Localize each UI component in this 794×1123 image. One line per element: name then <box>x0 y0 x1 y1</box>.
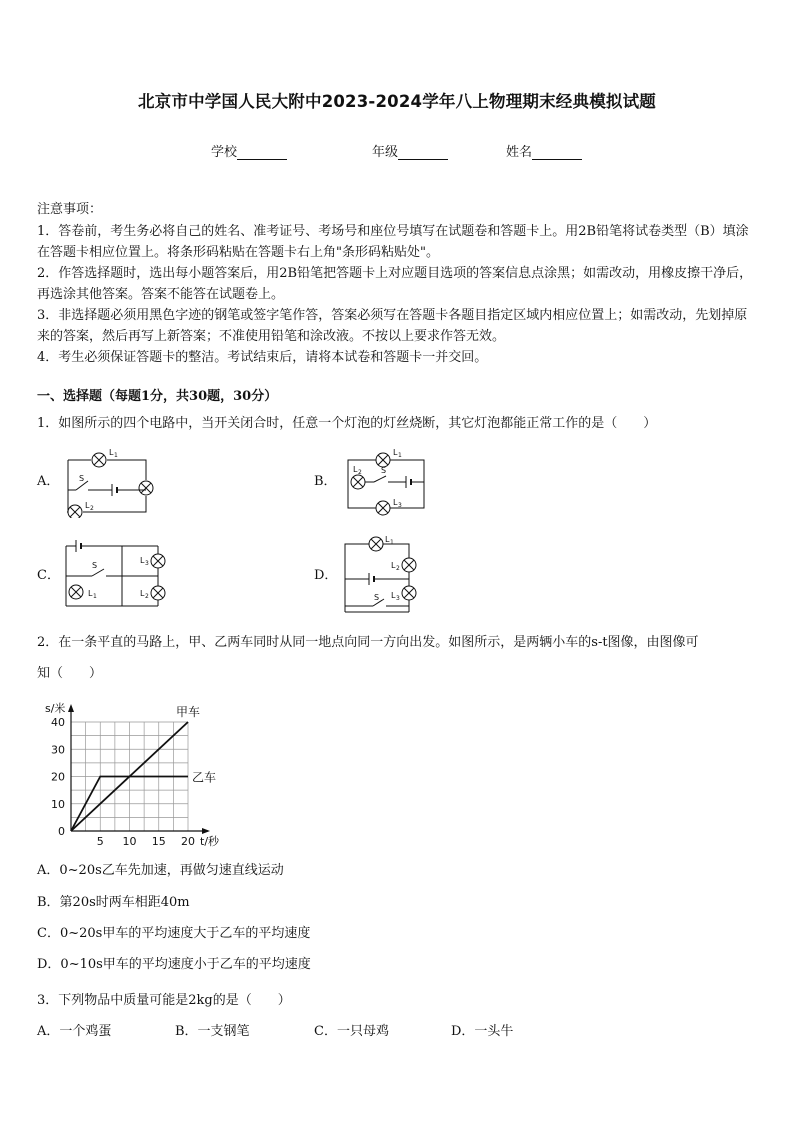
q1-label-c: C． <box>37 568 60 583</box>
name-label: 姓名 <box>506 145 533 160</box>
q1-label-b: B． <box>314 474 337 489</box>
label-sub: 1 <box>93 593 97 600</box>
grade-label: 年级 <box>372 145 399 160</box>
name-field[interactable] <box>506 141 582 160</box>
q2-option-d[interactable]: D．0~10s甲车的平均速度小于乙车的平均速度 <box>37 957 311 972</box>
label-l: L <box>109 448 114 457</box>
label-l: L <box>391 591 396 600</box>
x-axis-title: t/秒 <box>200 835 220 848</box>
label-l: L <box>385 535 390 544</box>
label-l: L <box>88 589 93 598</box>
label-sub: 1 <box>390 539 394 546</box>
y-tick-label: 30 <box>51 743 65 757</box>
note-item-2: 2．作答选择题时，选出每小题答案后，用2B铅笔把答题卡上对应题目选项的答案信息点涂黑；如需改动，用橡皮擦干净后，再选涂其他答案。答案不能答在试题卷上。 <box>37 266 753 302</box>
origin-label: 0 <box>58 825 65 838</box>
page-title: 北京市中学国人民大附中2023-2024学年八上物理期末经典模拟试题 <box>138 92 656 111</box>
q2-stem-line2: 知（ ） <box>37 666 103 681</box>
label-sub: 3 <box>398 502 402 509</box>
label-s: S <box>79 474 85 483</box>
x-tick-label: 10 <box>122 835 137 848</box>
label-s: S <box>381 466 387 475</box>
label-l: L <box>393 498 398 507</box>
y-axis-arrow <box>68 704 74 712</box>
q2-stem-line1: 2．在一条平直的马路上，甲、乙两车同时从同一地点向同一方向出发。如图所示，是两辆小车的s-t图像，由图像可 <box>37 635 699 650</box>
y-tick-label: 40 <box>51 716 65 729</box>
circuit-b-diagram <box>344 446 430 518</box>
x-axis-arrow <box>202 828 210 834</box>
circuit-c-diagram <box>62 538 172 610</box>
label-l: L <box>353 465 358 474</box>
x-tick-label: 15 <box>151 835 166 848</box>
circuit-d-diagram <box>341 534 421 616</box>
label-sub: 2 <box>145 593 149 600</box>
grade-field[interactable] <box>372 141 448 160</box>
label-s: S <box>92 561 98 570</box>
q3-option-a[interactable]: A．一个鸡蛋 <box>37 1024 112 1039</box>
q2-option-a[interactable]: A．0~20s乙车先加速，再做匀速直线运动 <box>37 863 284 878</box>
label-l: L <box>140 589 145 598</box>
series-label-2: 乙车 <box>192 770 217 785</box>
q1-label-d: D． <box>314 568 338 583</box>
q2-option-b[interactable]: B．第20s时两车相距40m <box>37 895 190 910</box>
st-graph-chart <box>30 694 235 852</box>
label-sub: 1 <box>398 452 402 459</box>
q3-stem: 3．下列物品中质量可能是2kg的是（ ） <box>37 993 291 1008</box>
note-item-3: 3．非选择题必须用黑色字迹的钢笔或签字笔作答，答案必须写在答题卡各题目指定区域内相应位置上；如需改动，先划掉原来的答案，然后再写上新答案；不准使用铅笔和涂改液。不按以上要求作答无效。 <box>37 308 748 344</box>
label-sub: 2 <box>90 505 94 512</box>
school-field[interactable] <box>211 141 287 160</box>
label-l: L <box>140 556 145 565</box>
label-l: L <box>85 501 90 510</box>
label-s: S <box>374 593 380 602</box>
x-tick-label: 20 <box>181 835 195 848</box>
label-sub: 1 <box>114 452 118 459</box>
label-sub: 2 <box>396 565 400 572</box>
circuit-a-diagram <box>62 446 158 518</box>
section-heading: 一、选择题（每题1分，共30题，30分） <box>37 389 278 404</box>
note-item-1: 1．答卷前，考生务必将自己的姓名、准考证号、考场号和座位号填写在试题卷和答题卡上。用2B铅笔将试卷类型（B）填涂在答题卡相应位置上。将条形码粘贴在答题卡右上角"条形码粘贴处"。 <box>37 224 749 260</box>
y-axis-title: s/米 <box>45 702 66 715</box>
label-l: L <box>393 448 398 457</box>
q1-stem: 1．如图所示的四个电路中，当开关闭合时，任意一个灯泡的灯丝烧断，其它灯泡都能正常工作的是（ ） <box>37 416 657 431</box>
notes-heading: 注意事项： <box>37 202 103 217</box>
label-sub: 2 <box>358 469 362 476</box>
q3-option-d[interactable]: D．一头牛 <box>451 1024 514 1039</box>
series-label-1: 甲车 <box>176 705 201 719</box>
school-label: 学校 <box>211 145 238 160</box>
q2-option-c[interactable]: C．0~20s甲车的平均速度大于乙车的平均速度 <box>37 926 311 941</box>
q1-label-a: A． <box>37 474 60 489</box>
y-tick-label: 20 <box>51 770 65 784</box>
x-tick-label: 5 <box>96 835 104 848</box>
label-l: L <box>391 561 396 570</box>
note-item-4: 4．考生必须保证答题卡的整洁。考试结束后，请将本试卷和答题卡一并交回。 <box>37 350 488 365</box>
label-sub: 3 <box>396 595 400 602</box>
y-tick-label: 10 <box>51 797 65 811</box>
label-sub: 3 <box>145 560 149 567</box>
q3-option-b[interactable]: B．一支钢笔 <box>175 1024 250 1039</box>
q3-option-c[interactable]: C．一只母鸡 <box>314 1024 389 1039</box>
